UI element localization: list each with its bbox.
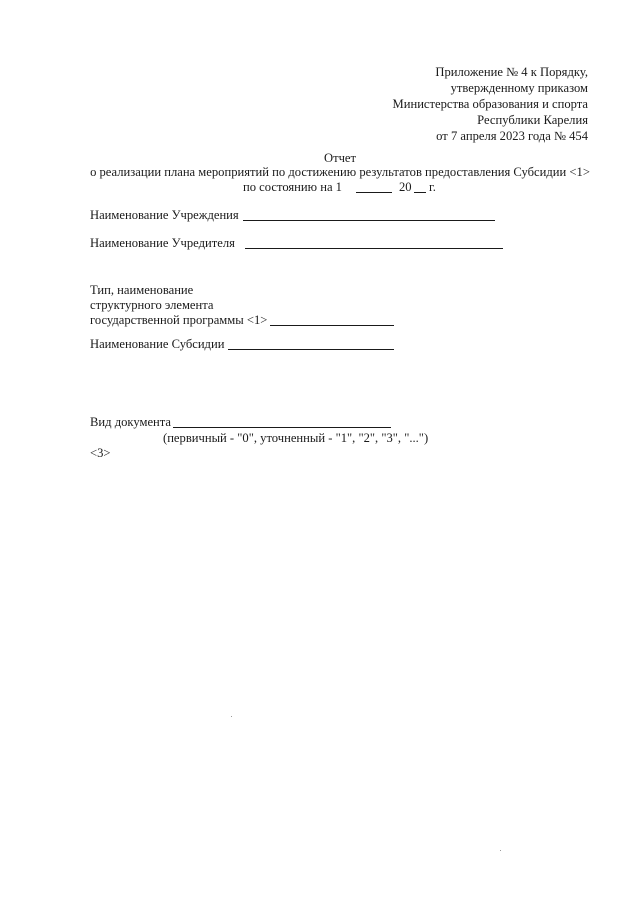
date-month-blank[interactable] (356, 192, 392, 193)
header-line-1: Приложение № 4 к Порядку, (435, 65, 588, 79)
doc-type-label: Вид документа (90, 415, 172, 429)
date-year-prefix: 20 (399, 180, 412, 194)
program-type-field[interactable] (270, 325, 394, 326)
footnote-ref: <3> (90, 446, 111, 460)
header-line-3: Министерства образования и спорта (392, 97, 588, 111)
report-subtitle: о реализации плана мероприятий по достижению результатов предоставления Субсидии <1> (90, 165, 590, 179)
institution-label: Наименование Учреждения (90, 208, 239, 222)
founder-field[interactable] (245, 248, 503, 249)
scan-speck (231, 716, 232, 717)
institution-field[interactable] (243, 220, 495, 221)
subsidy-field[interactable] (228, 349, 394, 350)
program-type-line-2: структурного элемента (90, 298, 214, 312)
doc-type-hint: (первичный - "0", уточненный - "1", "2", "3", "...") (163, 431, 429, 445)
date-year-blank[interactable] (414, 192, 426, 193)
program-type-line-1: Тип, наименование (90, 283, 194, 297)
header-line-5: от 7 апреля 2023 года № 454 (436, 129, 588, 143)
date-prefix: по состоянию на 1 (243, 180, 342, 194)
program-type-line-3: государственной программы <1> (90, 313, 268, 327)
report-title: Отчет (323, 151, 357, 165)
subsidy-label: Наименование Субсидии (90, 337, 225, 351)
founder-label: Наименование Учредителя (90, 236, 235, 250)
date-suffix: г. (429, 180, 436, 194)
doc-type-field[interactable] (173, 427, 391, 428)
header-line-2: утвержденному приказом (450, 81, 588, 95)
scan-speck (500, 850, 501, 851)
header-line-4: Республики Карелия (477, 113, 588, 127)
